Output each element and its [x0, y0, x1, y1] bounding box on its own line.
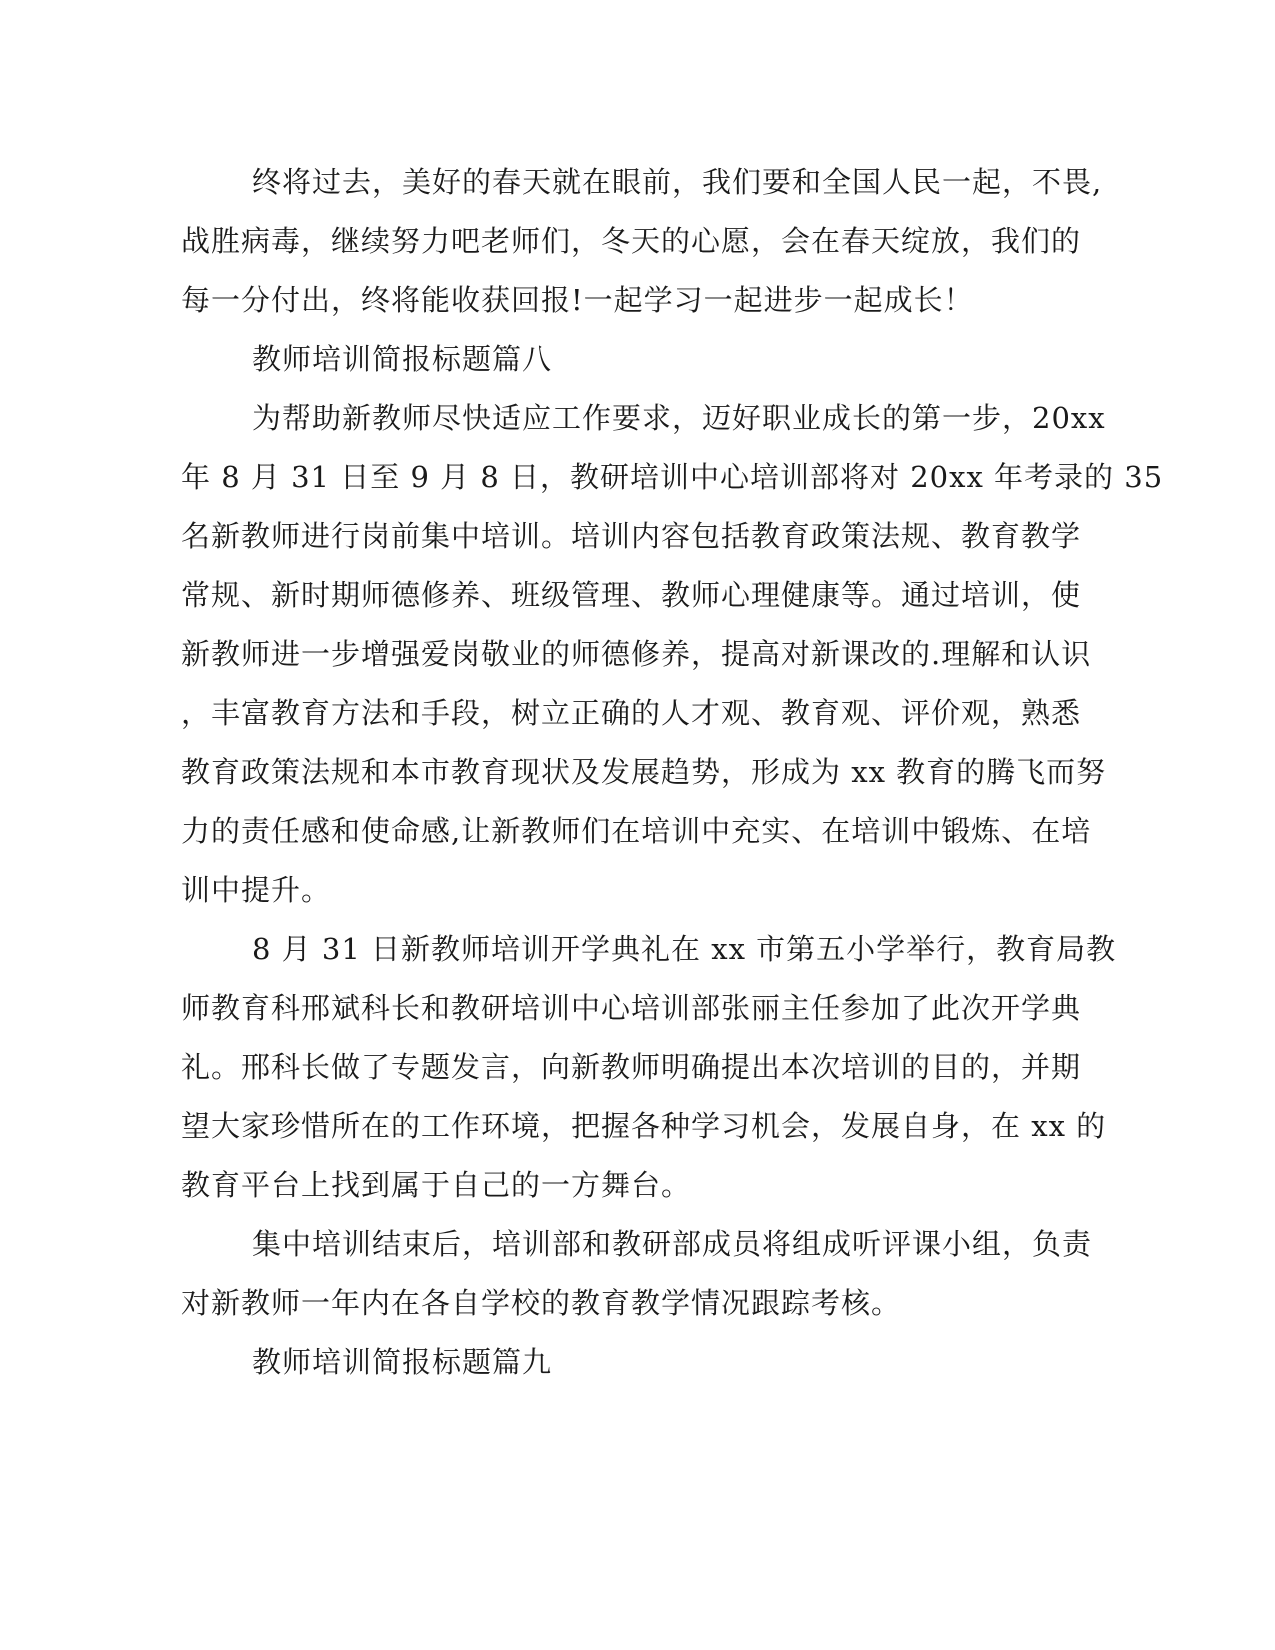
paragraph-line: 8 月 31 日新教师培训开学典礼在 xx 市第五小学举行，教育局教 — [252, 932, 1117, 966]
paragraph-line: 力的责任感和使命感,让新教师们在培训中充实、在培训中锻炼、在培 — [181, 814, 1092, 848]
paragraph-line: 训中提升。 — [181, 873, 332, 907]
paragraph-line: 对新教师一年内在各自学校的教育教学情况跟踪考核。 — [181, 1286, 902, 1320]
paragraph-line: 每一分付出，终将能收获回报!一起学习一起进步一起成长！ — [181, 283, 974, 317]
paragraph-line: 新教师进一步增强爱岗敬业的师德修养，提高对新课改的.理解和认识 — [181, 637, 1092, 671]
paragraph-line: 常规、新时期师德修养、班级管理、教师心理健康等。通过培训，使 — [181, 578, 1082, 612]
paragraph-line: 年 8 月 31 日至 9 月 8 日，教研培训中心培训部将对 20xx 年考录的 35 — [181, 460, 1164, 494]
paragraph-line: 战胜病毒，继续努力吧老师们，冬天的心愿，会在春天绽放，我们的 — [181, 224, 1082, 258]
paragraph-line: 名新教师进行岗前集中培训。培训内容包括教育政策法规、教育教学 — [181, 519, 1082, 553]
section-heading: 教师培训简报标题篇八 — [252, 342, 553, 376]
paragraph-line: 集中培训结束后，培训部和教研部成员将组成听评课小组，负责 — [252, 1227, 1093, 1261]
paragraph-line: 望大家珍惜所在的工作环境，把握各种学习机会，发展自身，在 xx 的 — [181, 1109, 1107, 1143]
paragraph-line: 师教育科邢斌科长和教研培训中心培训部张丽主任参加了此次开学典 — [181, 991, 1082, 1025]
paragraph-line: 终将过去，美好的春天就在眼前，我们要和全国人民一起，不畏, — [252, 165, 1103, 199]
paragraph-line: 为帮助新教师尽快适应工作要求，迈好职业成长的第一步，20xx — [252, 401, 1106, 435]
paragraph-line: 教育平台上找到属于自己的一方舞台。 — [181, 1168, 692, 1202]
section-heading: 教师培训简报标题篇九 — [252, 1345, 553, 1379]
paragraph-line: ，丰富教育方法和手段，树立正确的人才观、教育观、评价观，熟悉 — [181, 696, 1082, 730]
paragraph-line: 礼。邢科长做了专题发言，向新教师明确提出本次培训的目的，并期 — [181, 1050, 1082, 1084]
paragraph-line: 教育政策法规和本市教育现状及发展趋势，形成为 xx 教育的腾飞而努 — [181, 755, 1107, 789]
